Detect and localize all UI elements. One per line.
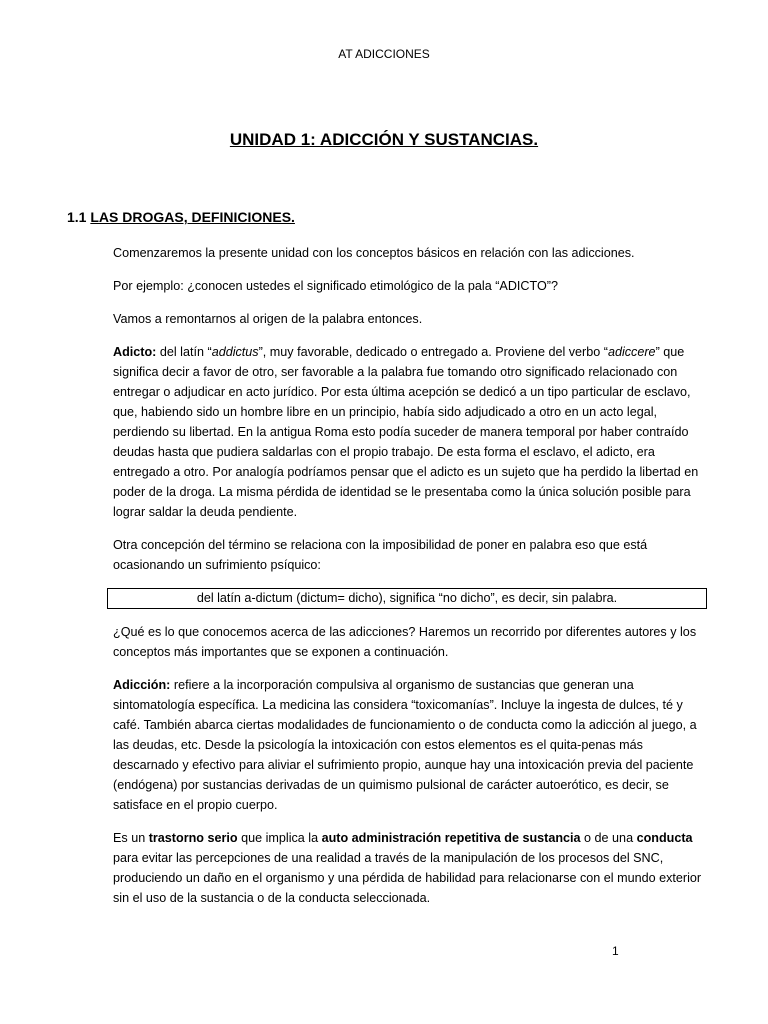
text-segment: ” que significa decir a favor de otro, ser favorable a la palabra fue tomando otro significado relacionado con entregar o adjudicar en acto jurídico. Por esta última acepción se dedicó a un tipo particular de esclavo, que, habiendo sido un hombre libre en un principio, había sido adjudicado a otro en un acto legal, perdiendo su libertad. En la antigua Roma esto podía suceder de manera temporal por haber contraído deudas hasta que pudiera saldarlas con el propio trabajo. De esta forma el esclavo, el adicto, era entregado a otro. Por analogía podríamos pensar que el adicto es un sujeto que ha perdido la libertad en poder de la droga. La misma pérdida de identidad se le presentaba como la única solución posible para lograr saldar la deuda pendiente. (113, 345, 699, 519)
text-segment: del latín “ (156, 345, 212, 359)
term-trastorno-serio: trastorno serio (148, 831, 238, 845)
paragraph-other-conception: Otra concepción del término se relaciona con la imposibilidad de poner en palabra eso que está ocasionando un sufrimiento psíquico: (113, 538, 648, 572)
text-segment: o de una (580, 831, 637, 845)
term-addictus: addictus (211, 345, 259, 359)
text-segment: ”, muy favorable, dedicado o entregado a. Proviene del verbo “ (258, 345, 608, 359)
paragraph-intro: Comenzaremos la presente unidad con los conceptos básicos en relación con las adicciones. (113, 246, 635, 260)
document-body (113, 243, 703, 921)
paragraph-adicto-definition (113, 342, 703, 522)
text-segment: para evitar las percepciones de una realidad a través de la manipulación de los procesos del SNC, produciendo un daño en el organismo y una pérdida de habilidad para relacionarse con el mundo exterior sin el uso de la sustancia o de la conducta seleccionada. (113, 851, 702, 905)
page-number: 1 (612, 944, 619, 958)
text-segment: Es un (113, 831, 149, 845)
page-header: AT ADICCIONES (338, 47, 430, 61)
paragraph-origin: Vamos a remontarnos al origen de la palabra entonces. (113, 312, 423, 326)
text-segment: refiere a la incorporación compulsiva al organismo de sustancias que generan una sintomatología específica. La medicina las considera “toxicomanías”. Incluye la ingesta de dulces, té y café. También abarca ciertas modalidades de funcionamiento o de conducta como la adicción al juego, a las deudas, etc. Desde la psicología la intoxicación con estos elementos es el quita-penas más descarnado y efectivo para aliviar el sufrimiento propio, aunque hay una intoxicación previa del paciente (endógena) por sustancias derivadas de un quimismo pulsional de carácter autoerótico, es decir, se satisface en el propio cuerpo. (113, 678, 697, 812)
document-title-text: UNIDAD 1: ADICCIÓN Y SUSTANCIAS. (229, 130, 539, 149)
term-conducta: conducta (636, 831, 693, 845)
quote-box: del latín a-dictum (dictum= dicho), significa “no dicho”, es decir, sin palabra. (107, 588, 707, 609)
section-heading (67, 209, 295, 225)
text-segment: que implica la (237, 831, 322, 845)
section-number: 1.1 (67, 209, 87, 225)
paragraph-adiccion-definition (113, 675, 703, 815)
term-auto-administracion: auto administración repetitiva de sustancia (321, 831, 581, 845)
term-adiccion: Adicción: (113, 678, 171, 692)
paragraph-trastorno (113, 828, 703, 908)
term-adicto: Adicto: (113, 345, 157, 359)
term-adiccere: adiccere (607, 345, 656, 359)
paragraph-question: Por ejemplo: ¿conocen ustedes el significado etimológico de la pala “ADICTO”? (113, 279, 558, 293)
paragraph-what-we-know: ¿Qué es lo que conocemos acerca de las adicciones? Haremos un recorrido por diferentes autores y los conceptos más importantes que se exponen a continuación. (113, 625, 697, 659)
section-title: LAS DROGAS, DEFINICIONES. (90, 209, 295, 225)
document-title (0, 130, 768, 150)
